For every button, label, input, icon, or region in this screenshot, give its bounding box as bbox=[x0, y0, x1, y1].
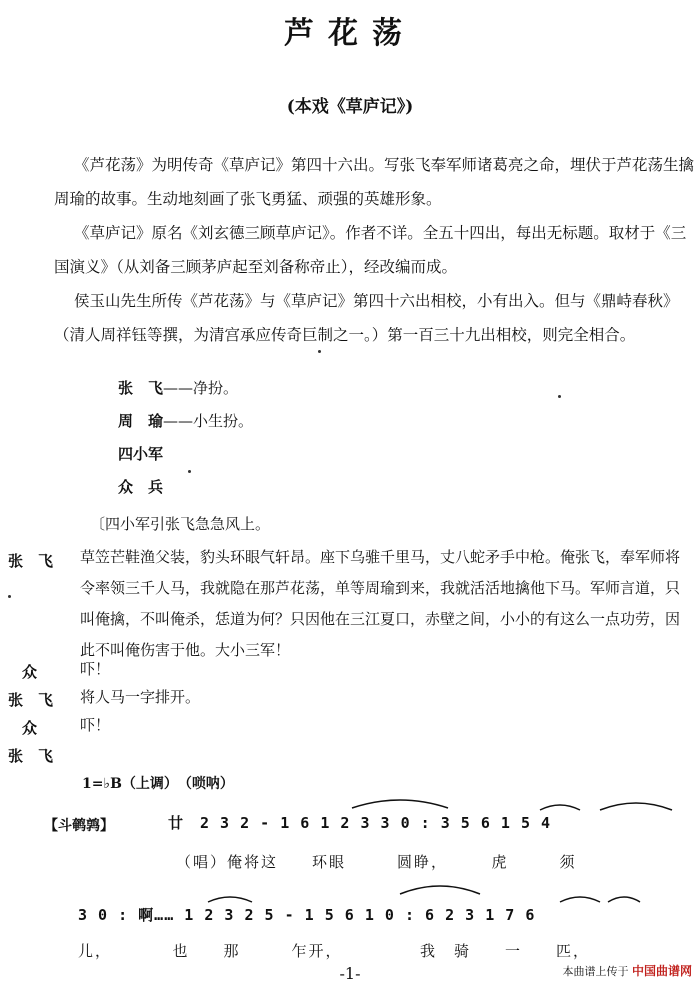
slur bbox=[608, 897, 640, 902]
source-note-text: 本曲谱上传于 bbox=[562, 965, 629, 978]
notation-row: 3 0 : 啊…… 1 2 3 2 5 - 1 5 6 1 0 : 6 2 3 1 7 6 bbox=[78, 906, 536, 924]
cast-item bbox=[118, 438, 253, 471]
slur bbox=[400, 886, 480, 894]
dialogue-line: 吓！ bbox=[80, 660, 111, 678]
music-key: 1=♭B（上调） （唢呐） bbox=[82, 776, 234, 792]
dialogue-line: 吓！ bbox=[80, 716, 111, 734]
intro-paragraph: 侯玉山先生所传《芦花荡》与《草庐记》第四十六出相校，小有出入。但与《鼎峙春秋》（清人周祥钰等撰，为清宫承应传奇巨制之一。）第一百三十九出相校，则完全相合。 bbox=[54, 292, 679, 344]
slur bbox=[560, 897, 600, 902]
speaker-label: 众 bbox=[22, 663, 38, 681]
cast-role: ——小生扮。 bbox=[163, 412, 254, 430]
intro-paragraph: 《芦花荡》为明传奇《草庐记》第四十六出。写张飞奉军师诸葛亮之命，埋伏于芦花荡生擒周瑜的故事。生动地刻画了张飞勇猛、顽强的英雄形象。 bbox=[54, 156, 695, 208]
intro-text bbox=[54, 148, 694, 352]
stage-direction: 〔四小军引张飞急急风上。 bbox=[90, 515, 271, 533]
slur-marks bbox=[0, 790, 700, 920]
cast-role: ——净扮。 bbox=[163, 379, 239, 397]
intro-paragraph: 《草庐记》原名《刘玄德三顾草庐记》。作者不详。全五十四出，每出无标题。取材于《三国演义》（从刘备三顾茅庐起至刘备称帝止），经改编而成。 bbox=[54, 224, 687, 276]
lyric-row: 儿， 也 那 乍开， 我 骑 一 匹， bbox=[78, 942, 591, 960]
cast-item bbox=[118, 372, 253, 405]
dialogue-line: 草笠芒鞋渔父装，豹头环眼气轩昂。座下乌骓千里马，丈八蛇矛手中枪。俺张飞，奉军师将令率领三千人马，我就隐在那芦花荡，单等周瑜到来，我就活活地擒他下马。军师言道，只叫俺擒，不叫俺杀，恁道为何？只因他在三江夏口，赤壁之间，小小的有这么一点功劳，因此不叫俺伤害于他。大小三军！ bbox=[80, 548, 681, 659]
slur bbox=[208, 897, 252, 902]
speaker-label: 张 飞 bbox=[8, 691, 54, 709]
scan-speck bbox=[318, 350, 321, 353]
cast-name: 四小军 bbox=[118, 445, 164, 463]
qupai-label: 【斗鹌鹑】 bbox=[44, 818, 114, 834]
page-number: -1- bbox=[339, 964, 361, 983]
dialogue-line: 将人马一字排开。 bbox=[80, 688, 201, 706]
speaker-label: 张 飞 bbox=[8, 747, 54, 765]
cast-list bbox=[118, 372, 253, 504]
page-title: 芦花荡 bbox=[284, 16, 416, 51]
scan-speck bbox=[558, 395, 561, 398]
source-note bbox=[562, 962, 692, 979]
scan-speck bbox=[188, 470, 191, 473]
cast-name: 张 飞 bbox=[118, 379, 164, 397]
cast-item bbox=[118, 405, 253, 438]
page-subtitle: (本戏《草庐记》) bbox=[286, 97, 414, 117]
cast-name: 周 瑜 bbox=[118, 412, 164, 430]
slur bbox=[600, 803, 672, 810]
notation-row: 廿 2 3 2 - 1 6 1 2 3 3 0 : 3 5 6 1 5 4 bbox=[168, 814, 552, 832]
speaker-label: 张 飞 bbox=[8, 552, 54, 570]
lyric-row: （唱）俺将这 环眼 圆睁， 虎 须 bbox=[176, 853, 577, 871]
source-brand: 中国曲谱网 bbox=[631, 964, 692, 978]
cast-item bbox=[118, 471, 253, 504]
slur bbox=[540, 805, 580, 810]
cast-name: 众 兵 bbox=[118, 478, 164, 496]
speaker-label: 众 bbox=[22, 719, 38, 737]
slur bbox=[352, 800, 448, 808]
scan-speck bbox=[8, 595, 11, 598]
